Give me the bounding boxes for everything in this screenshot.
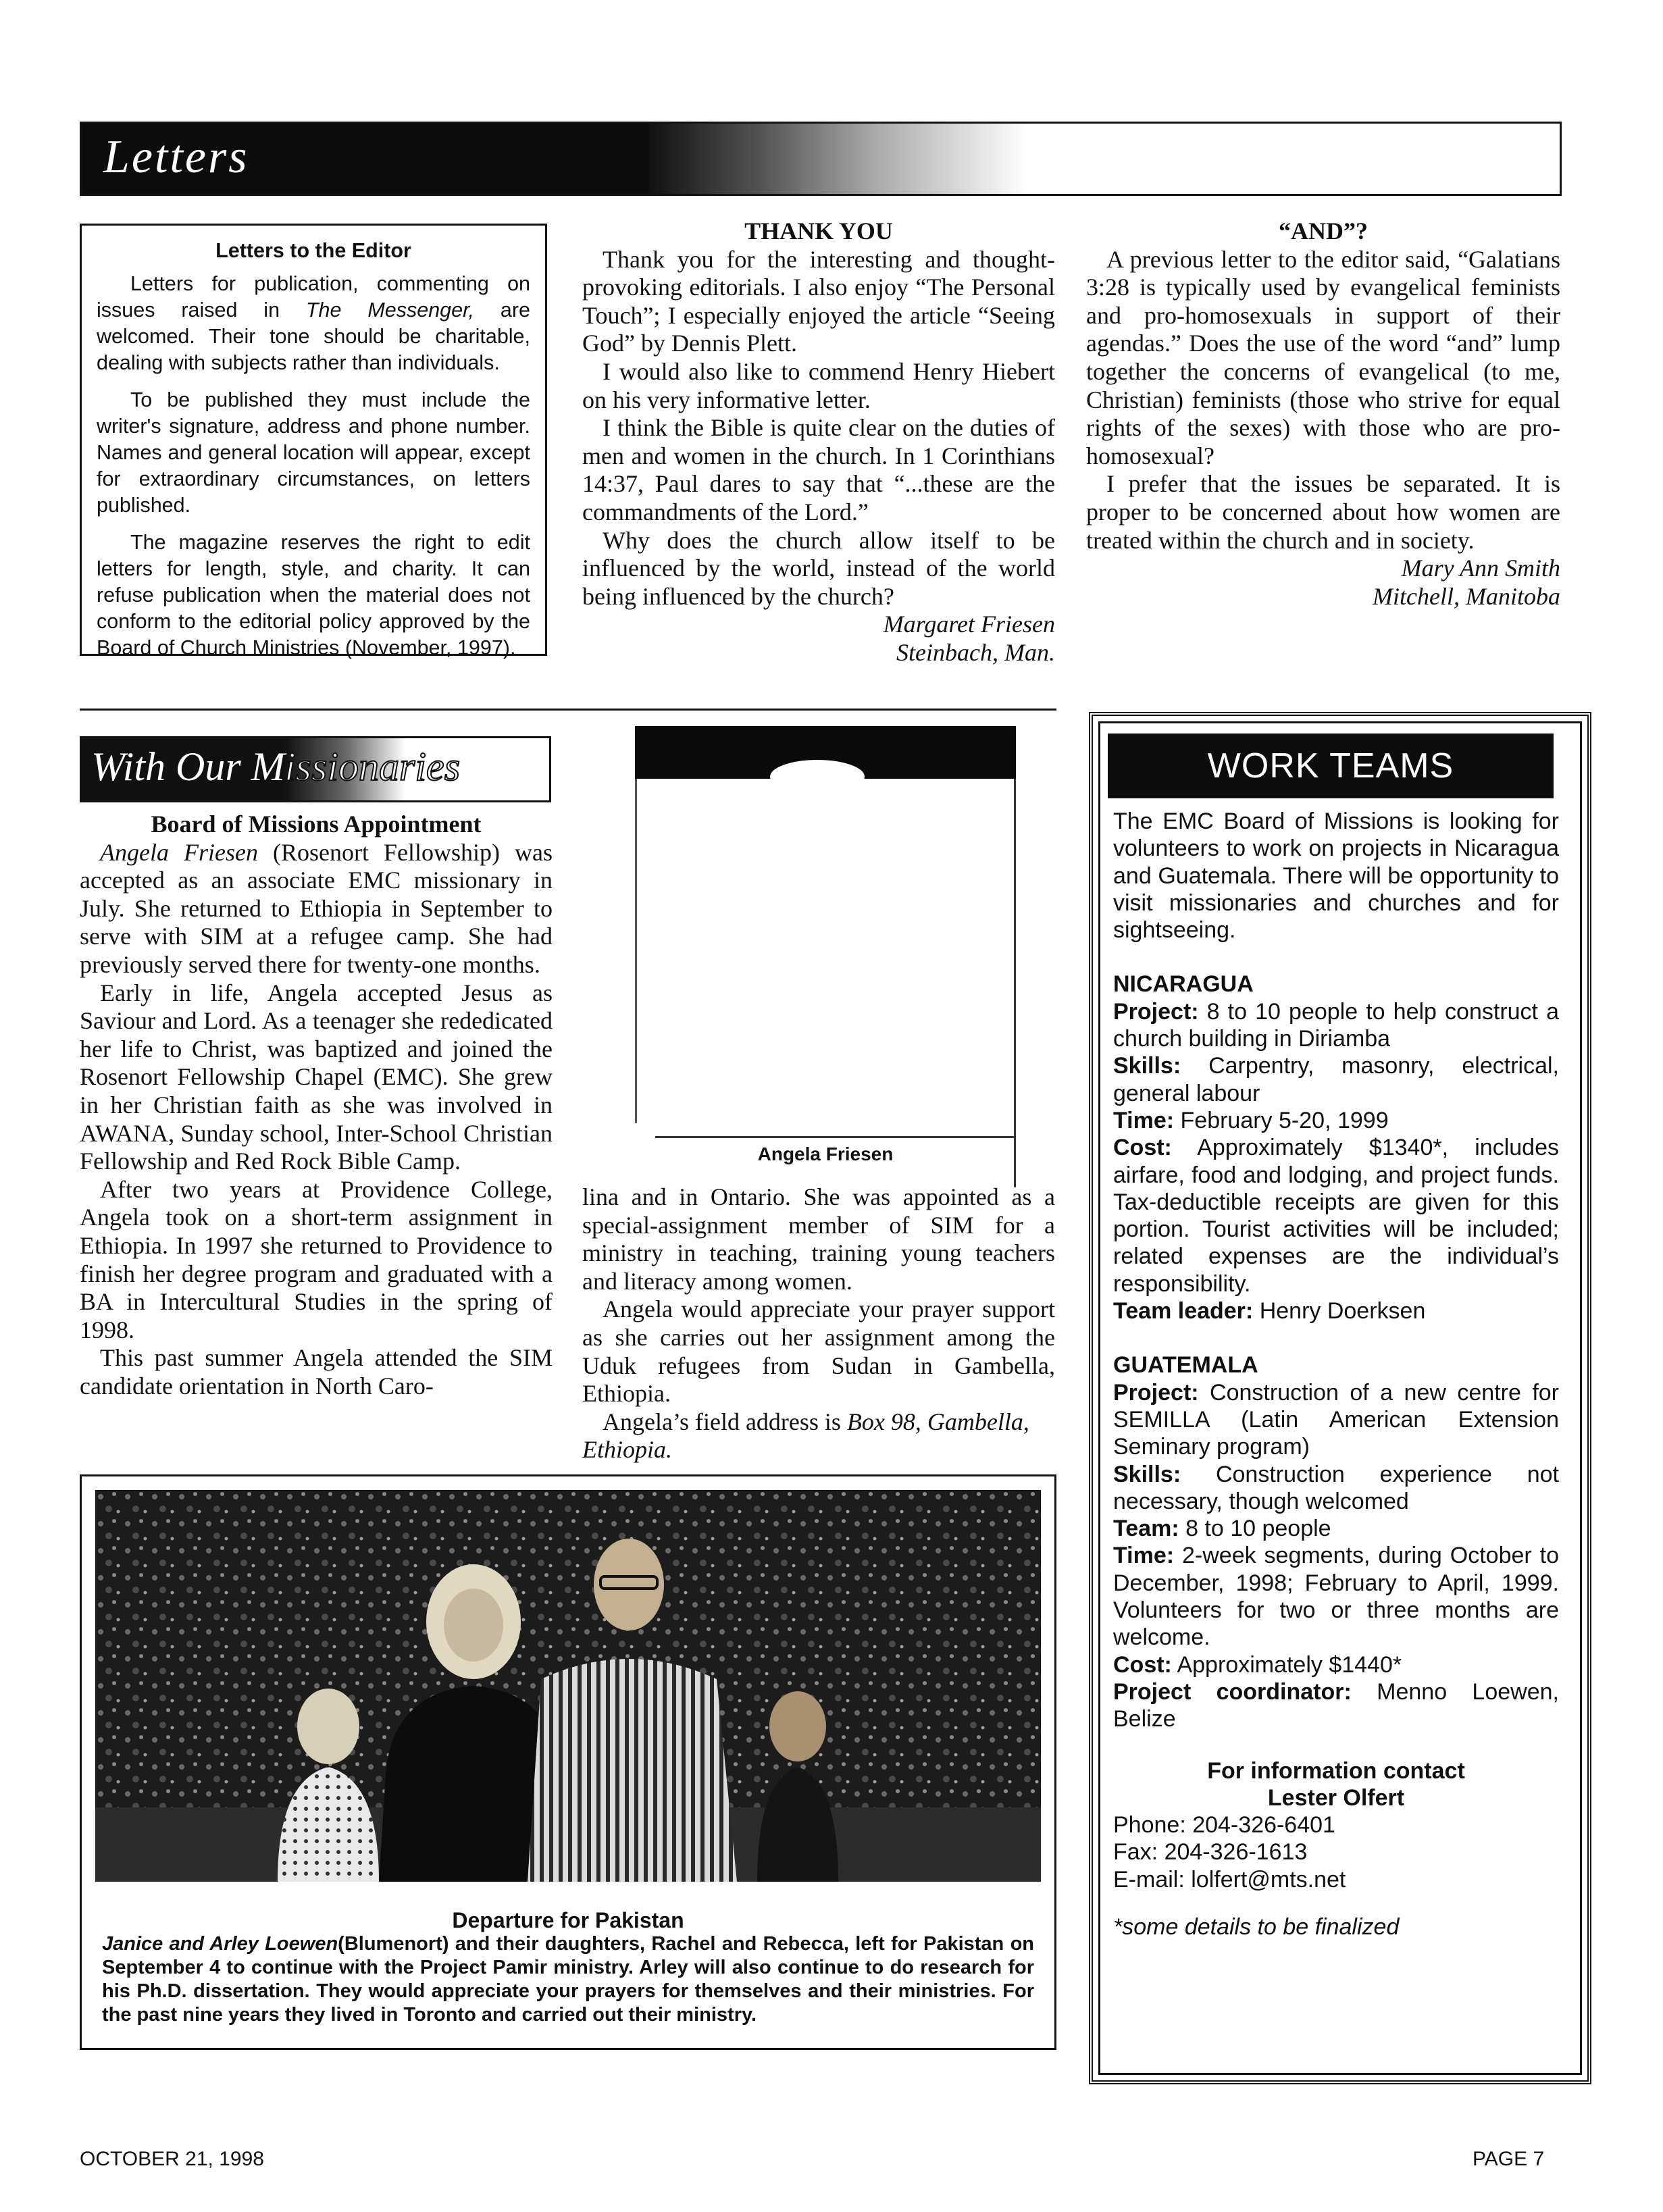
section-divider [80, 709, 1056, 711]
missionary-article-col2 [582, 1183, 1055, 1464]
letter-signature-name: Mary Ann Smith [1401, 555, 1560, 582]
guatemala-project: Project: Construction of a new centre for SEMILLA (Latin American Extension Seminary program) [1113, 1379, 1559, 1460]
editor-box-paragraph: Letters for publication, commenting on issues raised in The Messenger, are welcomed. Their tone should be charitable, dealing with subjects rather than individuals. [97, 272, 530, 374]
letter-signature-place: Mitchell, Manitoba [1373, 582, 1560, 610]
section-title: Letters [103, 131, 249, 183]
article-paragraph: lina and in Ontario. She was appointed as a special-assignment member of SIM for a ministry in teaching, training young teachers and literacy among women. [582, 1183, 1055, 1295]
letter-thank-you [582, 217, 1055, 667]
loewen-family-photo [95, 1490, 1041, 1882]
editor-box-paragraph: The magazine reserves the right to edit letters for length, style, and charity. It can refuse publication when the material does not conform to the editorial policy approved by the Board of Church Ministries (November, 1997). [97, 531, 530, 659]
contact-fax: Fax: 204-326-1613 [1113, 1839, 1308, 1866]
contact-email: E-mail: lolfert@mts.net [1113, 1866, 1346, 1893]
footer-page-number: PAGE 7 [1473, 2148, 1545, 2170]
banner-text: With Our M [91, 744, 285, 789]
family-photo-text: Janice and Arley Loewen(Blumenort) and their daughters, Rachel and Rebecca, left for Pakistan on September 4 to continue with the Project Pamir ministry. Arley will also continue to do research for his Ph.D. dissertation. They would appreciate your prayers for themselves and their ministries. For the past nine years they lived in Toronto and carried out their ministry. [102, 1933, 1035, 2026]
family-photo-caption [102, 1909, 1034, 2027]
letter-paragraph: A previous letter to the editor said, “Galatians 3:28 is typically used by evangelical feminists and pro-homosexuals in support of their agendas.” Does the use of the word “and” lump together the concerns of evangelical (to me, Christian) feminists (those who strive for equal rights of the sexes) with those who are pro-homosexual? [1086, 245, 1560, 469]
guatemala-team: Team: 8 to 10 people [1113, 1516, 1331, 1542]
missionaries-banner [80, 736, 551, 802]
footnote: *some details to be finalized [1113, 1913, 1400, 1940]
letter-paragraph: Thank you for the interesting and thought-provoking editorials. I also enjoy “The Personal Touch”; I especially enjoyed the article “Seeing God” by Dennis Plett. [582, 245, 1055, 357]
nicaragua-skills: Skills: Carpentry, masonry, electrical, general labour [1113, 1053, 1559, 1106]
editor-box-paragraph: To be published they must include the writer's signature, address and phone number. Names and general location will appear, except for extraordinary circumstances, on letters published. [97, 388, 530, 517]
article-paragraph: After two years at Providence College, Angela took on a short-term assignment in Ethiopia. In 1997 she returned to Providence to finish her degree program and graduated with a BA in Intercultural Studies in the spring of 1998. [80, 1175, 553, 1343]
letter-paragraph: I prefer that the issues be separated. It is proper to be concerned about how women are treated within the church and in society. [1086, 470, 1560, 554]
missionary-article-col1 [80, 811, 553, 1400]
guatemala-skills: Skills: Construction experience not necessary, though welcomed [1113, 1461, 1559, 1514]
work-teams-body [1113, 808, 1559, 1940]
letter-heading: THANK YOU [744, 217, 893, 245]
letter-paragraph: Why does the church allow itself to be influenced by the world, instead of the world being influenced by the church? [582, 526, 1055, 610]
letter-signature-name: Margaret Friesen [883, 611, 1055, 638]
family-photo-box [80, 1474, 1056, 2050]
guatemala-coordinator: Project coordinator: Menno Loewen, Belize [1113, 1678, 1559, 1732]
banner-text: issionaries [284, 744, 461, 789]
editor-box-heading: Letters to the Editor [215, 239, 411, 262]
contact-heading: For information contact [1207, 1757, 1465, 1784]
work-teams-title: WORK TEAMS [1108, 734, 1554, 798]
article-paragraph: This past summer Angela attended the SIM candidate orientation in North Caro- [80, 1344, 553, 1399]
guatemala-heading: GUATEMALA [1113, 1352, 1258, 1379]
nicaragua-time: Time: February 5-20, 1999 [1113, 1107, 1389, 1133]
family-photo-title: Departure for Pakistan [452, 1908, 684, 1932]
letter-heading: “AND”? [1279, 217, 1368, 245]
nicaragua-heading: NICARAGUA [1113, 971, 1254, 998]
article-heading: Board of Missions Appointment [151, 811, 482, 838]
work-teams-intro: The EMC Board of Missions is looking for volunteers to work on projects in Nicaragua and Guatemala. There will be opportunity to visit missionaries and churches and for sightseeing. [1113, 808, 1559, 944]
nicaragua-cost: Cost: Approximately $1340*, includes airfare, food and lodging, and project funds. Tax-deductible receipts are given for this portion. Tourist activities will be included; related expenses are the individual’s responsibility. [1113, 1135, 1559, 1297]
letter-and [1086, 217, 1560, 611]
contact-phone: Phone: 204-326-6401 [1113, 1812, 1335, 1838]
contact-name: Lester Olfert [1267, 1784, 1405, 1811]
work-teams-box [1089, 712, 1591, 2084]
article-paragraph: Early in life, Angela accepted Jesus as Saviour and Lord. As a teenager she rededicated her life to Christ, was baptized and joined the Rosenort Fellowship Chapel (EMC). She grew in her Christian faith as she was involved in AWANA, Sunday school, Inter-School Christian Fellowship and Red Rock Bible Camp. [80, 979, 553, 1175]
nicaragua-project: Project: 8 to 10 people to help construct a church building in Diriamba [1113, 998, 1559, 1052]
letters-section-banner [80, 122, 1562, 196]
letter-signature-place: Steinbach, Man. [896, 638, 1055, 666]
guatemala-time: Time: 2-week segments, during October to December, 1998; February to April, 1999. Volunteers for two or three months are welcome. [1113, 1543, 1559, 1651]
guatemala-cost: Cost: Approximately $1440* [1113, 1651, 1402, 1678]
article-paragraph: Angela’s field address is Box 98, Gambella, Ethiopia. [582, 1408, 1029, 1464]
letter-paragraph: I think the Bible is quite clear on the duties of men and women in the church. In 1 Corinthians 14:37, Paul dares to say that “...these are the commandments of the Lord.” [582, 414, 1055, 525]
article-paragraph: Angela Friesen (Rosenort Fellowship) was accepted as an associate EMC missionary in July. She returned to Ethiopia in September to serve with SIM at a refugee camp. She had previously served there for twenty-one months. [80, 838, 553, 978]
article-paragraph: Angela would appreciate your prayer support as she carries out her assignment among the Uduk refugees from Sudan in Gambella, Ethiopia. [582, 1295, 1055, 1408]
letters-to-editor-box [80, 224, 547, 659]
photo-caption: Angela Friesen [757, 1143, 894, 1164]
letter-paragraph: I would also like to commend Henry Hiebert on his very informative letter. [582, 357, 1055, 413]
angela-friesen-photo [635, 726, 1016, 1138]
nicaragua-leader: Team leader: Henry Doerksen [1113, 1298, 1426, 1324]
footer-date: OCTOBER 21, 1998 [80, 2148, 264, 2170]
